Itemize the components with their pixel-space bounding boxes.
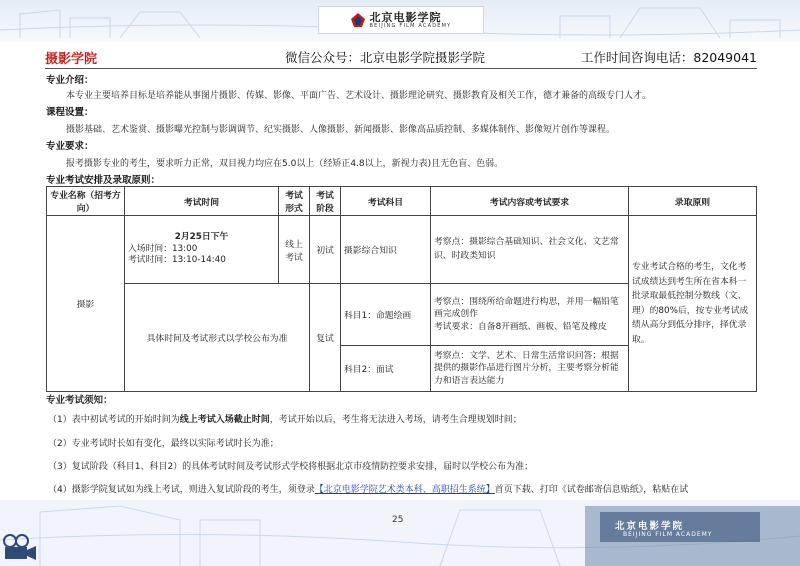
note-1 bbox=[48, 412, 522, 425]
header-major: 专业名称（招考方向） bbox=[47, 187, 125, 216]
note-1-text-end: ，考试开始以后，考生将无法进入考场，请考生合理规划时间； bbox=[269, 415, 522, 425]
bottom-logo: 北京电影学院 bbox=[615, 521, 685, 532]
retest-subject-1: 科目1：命题绘画 bbox=[341, 284, 431, 346]
department-name: 摄影学院 bbox=[45, 52, 98, 67]
prelim-stage: 初试 bbox=[310, 216, 341, 284]
intro-text: 本专业主要培养目标是培养能从事图片摄影、传媒、影像、平面广告、艺术设计、摄影理论研究、摄影教育及相关工作，德才兼备的高级专门人才。 bbox=[66, 91, 652, 101]
logo-title: 北京电影学院 bbox=[369, 10, 442, 24]
header-exam-stage: 考试阶段 bbox=[310, 187, 341, 216]
contact-phone: 工作时间咨询电话：82049041 bbox=[580, 50, 757, 65]
prelim-date: 2月25日下午 bbox=[174, 232, 229, 243]
prelim-subject: 摄影综合知识 bbox=[341, 216, 431, 284]
retest-subject-2: 科目2：面试 bbox=[341, 346, 431, 392]
prelim-form: 线上考试 bbox=[279, 216, 310, 284]
retest-time: 具体时间及考试形式以学校公布为准 bbox=[125, 284, 310, 392]
note-3: （3）复试阶段（科目1、科目2）的具体考试时间及考试形式学校将根据北京市疫情防控要求安排，届时以学校公布为准； bbox=[48, 462, 534, 472]
requirements-text: 报考摄影专业的考生，要求听力正常，双目视力均应在5.0以上（经矫正4.8以上，新视力表)且无色盲、色弱。 bbox=[66, 159, 504, 169]
prelim-content: 考察点：摄影综合基础知识、社会文化、文艺常识、时政类知识 bbox=[431, 216, 629, 284]
retest-content-1-point: 考察点：围绕所给命题进行构思，并用一幅铅笔画完成创作 bbox=[434, 297, 619, 320]
bottom-logo-en: BEIJING FILM ACADEMY bbox=[623, 531, 713, 538]
wechat-account: 微信公众号：北京电影学院摄影学院 bbox=[285, 50, 486, 65]
header-divider bbox=[45, 68, 757, 69]
retest-stage: 复试 bbox=[310, 284, 341, 392]
retest-content-2: 考察点：文学、艺术、日常生活常识问答；根据提供的摄影作品进行图片分析，主要考察分析能力和语言表达能力 bbox=[431, 346, 629, 392]
header-exam-content: 考试内容或考试要求 bbox=[431, 187, 629, 216]
page-header bbox=[45, 48, 757, 68]
table-header-row bbox=[47, 187, 757, 216]
film-camera-icon bbox=[0, 532, 40, 562]
admission-principle: 专业考试合格的考生，文化考试成绩达到考生所在省本科一批录取最低控制分数线（文、理）的80%后，按专业考试成绩从高分到低分排序，择优录取。 bbox=[629, 216, 757, 392]
retest-content-1-requirement: 考试要求：自备8开画纸、画板、铅笔及橡皮 bbox=[434, 321, 607, 332]
page-number: 25 bbox=[392, 515, 404, 525]
exam-schedule-table bbox=[46, 186, 757, 392]
major-cell: 摄影 bbox=[47, 216, 125, 392]
header-admission: 录取原则 bbox=[629, 187, 757, 216]
logo bbox=[318, 6, 484, 34]
note-4-text: （4）摄影学院复试如为线上考试，则进入复试阶段的考生，须登录 bbox=[48, 485, 315, 495]
note-1-text: （1）表中初试考试的开始时间为 bbox=[48, 415, 180, 425]
prelim-time-cell bbox=[125, 216, 279, 284]
logo-subtitle: BEIJING FILM ACADEMY bbox=[369, 22, 452, 29]
notes-title: 专业考试须知： bbox=[46, 395, 113, 406]
retest-content-1 bbox=[431, 284, 629, 346]
note-1-emphasis: 线上考试入场截止时间 bbox=[179, 415, 270, 425]
note-2: （2）专业考试时长如有变化，最终以实际考试时长为准； bbox=[48, 439, 279, 449]
intro-title: 专业介绍： bbox=[46, 75, 94, 86]
schedule-title: 专业考试安排及录取原则： bbox=[46, 175, 161, 186]
table-row bbox=[47, 216, 757, 284]
courses-text: 摄影基础、艺术鉴赏、摄影曝光控制与影调调节、纪实摄影、人像摄影、新闻摄影、影像高品质控制、多媒体制作、影像短片创作等课程。 bbox=[66, 125, 616, 135]
header-exam-form: 考试形式 bbox=[279, 187, 310, 216]
prelim-exam-time: 考试时间：13:10-14:40 bbox=[128, 255, 226, 266]
header-exam-subject: 考试科目 bbox=[341, 187, 431, 216]
note-4 bbox=[48, 482, 688, 495]
courses-title: 课程设置： bbox=[46, 107, 94, 118]
note-4-text-end: 首页下载、打印《试卷邮寄信息贴纸》，粘贴在试 bbox=[494, 485, 689, 495]
academy-logo-icon bbox=[351, 13, 365, 27]
requirements-title: 专业要求： bbox=[46, 141, 94, 152]
admission-system-link[interactable]: 【北京电影学院艺术类本科、高职招生系统】 bbox=[314, 485, 495, 495]
header-exam-time: 考试时间 bbox=[125, 187, 279, 216]
prelim-entry-time: 入场时间：13:00 bbox=[128, 243, 198, 254]
